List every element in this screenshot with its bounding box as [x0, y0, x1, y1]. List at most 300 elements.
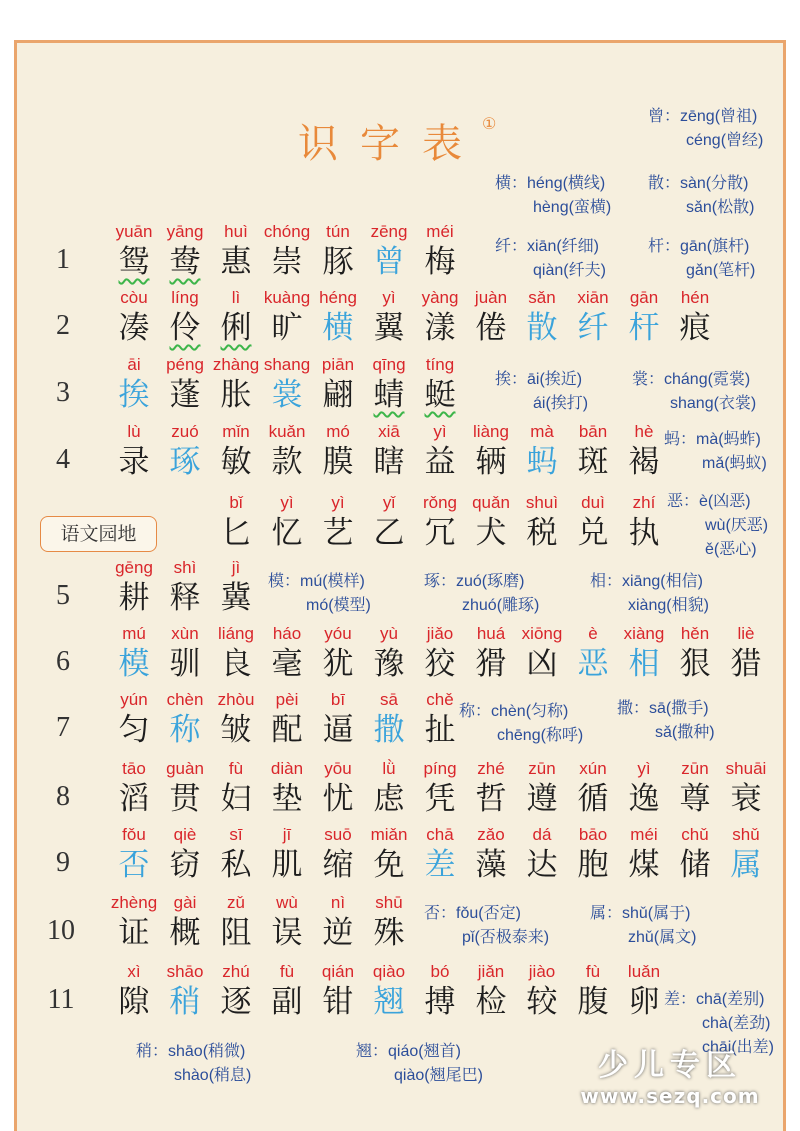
- pinyin-label: còu: [120, 288, 148, 307]
- pinyin-label: è: [588, 624, 598, 643]
- polyphone-note: [667, 490, 768, 562]
- polyphone-note: [648, 172, 754, 220]
- char-cell: [159, 222, 211, 282]
- char-cell: [414, 288, 466, 348]
- pinyin-label: liàng: [473, 422, 509, 441]
- hanzi-char: 模: [118, 646, 150, 682]
- pinyin-label: zūn: [528, 759, 556, 778]
- watermark: [570, 1040, 770, 1108]
- char-cell: [159, 624, 211, 684]
- hanzi-char: 逆: [322, 915, 354, 951]
- note-line: 差：chā(差别): [664, 991, 765, 1008]
- char-cell: [363, 825, 415, 885]
- pinyin-label: qiào: [372, 962, 406, 981]
- pinyin-label: zhàng: [212, 355, 260, 374]
- char-cell: [720, 825, 772, 885]
- pinyin-label: tíng: [425, 355, 455, 374]
- hanzi-char: 税: [526, 515, 558, 551]
- char-cell: [312, 893, 364, 953]
- pinyin-label: zǎo: [477, 825, 505, 844]
- char-cell: [312, 962, 364, 1022]
- char-cell: [465, 624, 517, 684]
- char-cell: [312, 493, 364, 553]
- pinyin-label: chā: [426, 825, 454, 844]
- watermark-brand: 少儿专区: [598, 1048, 742, 1083]
- note-line: 裳：cháng(霓裳): [632, 371, 751, 388]
- hanzi-char: 敏: [220, 444, 252, 480]
- char-cell: [720, 624, 772, 684]
- char-cell: [465, 422, 517, 482]
- note-line: 曾：zēng(曾祖): [648, 108, 758, 125]
- char-cell: [414, 422, 466, 482]
- polyphone-note: [632, 368, 756, 416]
- note-line: 恶：è(凶恶): [667, 493, 751, 510]
- hanzi-char: 豚: [322, 244, 354, 280]
- note-line: 稍：shāo(稍微): [136, 1043, 246, 1060]
- hanzi-char: 录: [118, 444, 150, 480]
- char-cell: [516, 825, 568, 885]
- hanzi-char: 免: [373, 847, 405, 883]
- hanzi-char: 执: [628, 515, 660, 551]
- note-line: hèng(蛮横): [533, 199, 612, 216]
- note-line: 否：fǒu(否定): [424, 905, 521, 922]
- pinyin-label: shǔ: [732, 825, 760, 844]
- char-cell: [108, 288, 160, 348]
- polyphone-note: [136, 1040, 251, 1088]
- char-cell: [159, 558, 211, 618]
- hanzi-char: 乙: [373, 515, 405, 551]
- hanzi-char: 腹: [577, 984, 609, 1020]
- polyphone-note: [617, 697, 715, 745]
- note-line: gǎn(笔杆): [686, 262, 756, 279]
- char-cell: [108, 825, 160, 885]
- hanzi-char: 斑: [577, 444, 609, 480]
- char-cell: [210, 962, 262, 1022]
- hanzi-char: 肌: [271, 847, 303, 883]
- pinyin-label: xiān: [577, 288, 609, 307]
- hanzi-char: 哲: [475, 781, 507, 817]
- char-cell: [210, 355, 262, 415]
- footnote-marker: ①: [482, 114, 497, 133]
- hanzi-char: 猎: [730, 646, 762, 682]
- char-cell: [210, 825, 262, 885]
- row-number: 8: [56, 781, 70, 812]
- hanzi-char: 忆: [271, 515, 303, 551]
- hanzi-char: 挨: [118, 377, 150, 413]
- pinyin-label: jiào: [528, 962, 556, 981]
- polyphone-note: [459, 700, 583, 748]
- pinyin-label: yuān: [115, 222, 153, 241]
- char-cell: [414, 493, 466, 553]
- hanzi-char: 属: [730, 847, 762, 883]
- char-cell: [363, 893, 415, 953]
- hanzi-char: 皱: [220, 712, 252, 748]
- row-number: 5: [56, 580, 70, 611]
- pinyin-label: gēng: [115, 558, 153, 577]
- hanzi-char: 匕: [220, 515, 252, 551]
- pinyin-label: chèn: [166, 690, 204, 709]
- pinyin-label: zhé: [477, 759, 505, 778]
- hanzi-char: 凶: [526, 646, 558, 682]
- hanzi-char: 琢: [169, 444, 201, 480]
- char-cell: [618, 962, 670, 1022]
- hanzi-char: 称: [169, 712, 201, 748]
- char-cell: [567, 825, 619, 885]
- hanzi-char: 相: [628, 646, 660, 682]
- hanzi-char: 冀: [220, 580, 252, 616]
- pinyin-label: jì: [231, 558, 241, 577]
- char-cell: [312, 690, 364, 750]
- note-line: zhuó(雕琢): [462, 597, 540, 614]
- pinyin-label: mó: [326, 422, 350, 441]
- pinyin-label: shang: [263, 355, 311, 374]
- pinyin-label: péng: [166, 355, 204, 374]
- hanzi-char: 曾: [373, 244, 405, 280]
- note-line: 横：héng(横线): [495, 175, 606, 192]
- char-cell: [414, 222, 466, 282]
- pinyin-label: yì: [433, 422, 447, 441]
- pinyin-label: kuǎn: [268, 422, 306, 441]
- char-cell: [363, 962, 415, 1022]
- char-cell: [261, 825, 313, 885]
- pinyin-label: sī: [229, 825, 243, 844]
- pinyin-label: píng: [423, 759, 457, 778]
- hanzi-char: 胀: [220, 377, 252, 413]
- char-cell: [261, 493, 313, 553]
- row-number: 1: [56, 244, 70, 275]
- char-cell: [669, 825, 721, 885]
- char-cell: [159, 422, 211, 482]
- hanzi-char: 瞎: [373, 444, 405, 480]
- pinyin-label: xiā: [378, 422, 400, 441]
- hanzi-char: 冗: [424, 515, 456, 551]
- hanzi-char: 益: [424, 444, 456, 480]
- hanzi-char: 款: [271, 444, 303, 480]
- pinyin-label: shāo: [166, 962, 204, 981]
- hanzi-char: 证: [118, 915, 150, 951]
- char-cell: [312, 825, 364, 885]
- char-cell: [363, 422, 415, 482]
- hanzi-char: 殊: [373, 915, 405, 951]
- hanzi-char: 遵: [526, 781, 558, 817]
- pinyin-label: shì: [173, 558, 197, 577]
- hanzi-char: 窃: [169, 847, 201, 883]
- row-number: 10: [47, 915, 75, 946]
- note-line: qiàn(纤夫): [533, 262, 606, 279]
- hanzi-char: 鸯: [169, 244, 201, 280]
- pinyin-label: hěn: [680, 624, 710, 643]
- pinyin-label: suō: [324, 825, 352, 844]
- note-line: ě(恶心): [705, 541, 757, 558]
- char-cell: [516, 493, 568, 553]
- pinyin-label: āi: [127, 355, 141, 374]
- char-cell: [210, 422, 262, 482]
- char-cell: [210, 493, 262, 553]
- hanzi-char: 逐: [220, 984, 252, 1020]
- hanzi-char: 逼: [322, 712, 354, 748]
- hanzi-char: 艺: [322, 515, 354, 551]
- char-cell: [108, 624, 160, 684]
- hanzi-char: 蓬: [169, 377, 201, 413]
- hanzi-char: 蜓: [424, 377, 456, 413]
- row-number: 7: [56, 712, 70, 743]
- pinyin-label: bān: [578, 422, 608, 441]
- pinyin-label: zhí: [632, 493, 656, 512]
- note-line: shào(稍息): [174, 1067, 252, 1084]
- pinyin-label: zēng: [370, 222, 408, 241]
- char-cell: [108, 759, 160, 819]
- polyphone-note: [495, 172, 611, 220]
- char-cell: [465, 759, 517, 819]
- hanzi-char: 漾: [424, 310, 456, 346]
- pinyin-label: yì: [280, 493, 294, 512]
- watermark-url: www.sezq.com: [580, 1084, 760, 1108]
- note-line: 杆：gān(旗杆): [648, 238, 750, 255]
- pinyin-label: yún: [120, 690, 148, 709]
- page-title: 识字表: [298, 121, 484, 167]
- pinyin-label: juàn: [474, 288, 508, 307]
- char-cell: [261, 759, 313, 819]
- char-cell: [312, 288, 364, 348]
- hanzi-char: 惠: [220, 244, 252, 280]
- char-cell: [210, 690, 262, 750]
- pinyin-label: hè: [634, 422, 654, 441]
- note-line: 散：sàn(分散): [648, 175, 749, 192]
- pinyin-label: zhòu: [217, 690, 255, 709]
- pinyin-label: liè: [737, 624, 755, 643]
- hanzi-char: 差: [424, 847, 456, 883]
- hanzi-char: 良: [220, 646, 252, 682]
- pinyin-label: sǎn: [528, 288, 556, 307]
- char-cell: [414, 624, 466, 684]
- char-cell: [363, 759, 415, 819]
- row-number: 11: [47, 984, 75, 1015]
- hanzi-char: 纤: [577, 310, 609, 346]
- hanzi-char: 钳: [322, 984, 354, 1020]
- hanzi-char: 私: [220, 847, 252, 883]
- hanzi-char: 俐: [220, 310, 252, 346]
- pinyin-label: bāo: [578, 825, 608, 844]
- hanzi-char: 尊: [679, 781, 711, 817]
- char-cell: [618, 759, 670, 819]
- char-cell: [567, 288, 619, 348]
- hanzi-char: 痕: [679, 310, 711, 346]
- pinyin-label: lì: [231, 288, 241, 307]
- pinyin-label: yōu: [324, 759, 352, 778]
- char-cell: [414, 355, 466, 415]
- polyphone-note: [356, 1040, 483, 1088]
- pinyin-label: piān: [321, 355, 355, 374]
- pinyin-label: méi: [630, 825, 658, 844]
- pinyin-label: xún: [579, 759, 607, 778]
- hanzi-char: 凑: [118, 310, 150, 346]
- pinyin-label: rǒng: [422, 493, 458, 512]
- char-cell: [363, 288, 415, 348]
- section-badge: 语文园地: [40, 516, 157, 552]
- hanzi-char: 煤: [628, 847, 660, 883]
- hanzi-char: 旷: [271, 310, 303, 346]
- char-cell: [669, 624, 721, 684]
- pinyin-label: háo: [272, 624, 302, 643]
- pinyin-label: chóng: [263, 222, 311, 241]
- hanzi-char: 配: [271, 712, 303, 748]
- pinyin-label: gài: [173, 893, 197, 912]
- pinyin-label: luǎn: [627, 962, 661, 981]
- hanzi-char: 豫: [373, 646, 405, 682]
- hanzi-char: 膜: [322, 444, 354, 480]
- char-cell: [618, 288, 670, 348]
- char-cell: [516, 422, 568, 482]
- pinyin-label: tún: [326, 222, 350, 241]
- char-cell: [414, 825, 466, 885]
- note-line: zhǔ(属文): [628, 929, 697, 946]
- note-line: 属：shǔ(属于): [590, 905, 691, 922]
- hanzi-char: 垫: [271, 781, 303, 817]
- pinyin-label: bī: [330, 690, 346, 709]
- hanzi-char: 较: [526, 984, 558, 1020]
- hanzi-char: 裳: [271, 377, 303, 413]
- hanzi-char: 匀: [118, 712, 150, 748]
- pinyin-label: qiè: [173, 825, 197, 844]
- pinyin-label: jiǎo: [426, 624, 454, 643]
- char-cell: [108, 422, 160, 482]
- pinyin-label: shuì: [525, 493, 559, 512]
- pinyin-label: zuó: [171, 422, 199, 441]
- pinyin-label: duì: [581, 493, 605, 512]
- hanzi-char: 误: [271, 915, 303, 951]
- char-cell: [108, 222, 160, 282]
- note-line: chāi(出差): [702, 1039, 775, 1056]
- polyphone-note: [268, 570, 371, 618]
- hanzi-char: 蚂: [526, 444, 558, 480]
- char-cell: [159, 825, 211, 885]
- hanzi-char: 倦: [475, 310, 507, 346]
- note-line: shang(衣裳): [670, 395, 757, 412]
- polyphone-note: [495, 368, 588, 416]
- note-line: céng(曾经): [686, 132, 764, 149]
- char-cell: [108, 355, 160, 415]
- hanzi-char: 概: [169, 915, 201, 951]
- note-line: sǎn(松散): [686, 199, 755, 216]
- pinyin-label: miǎn: [370, 825, 408, 844]
- char-cell: [312, 355, 364, 415]
- hanzi-char: 搏: [424, 984, 456, 1020]
- char-cell: [669, 759, 721, 819]
- hanzi-char: 隙: [118, 984, 150, 1020]
- hanzi-char: 兑: [577, 515, 609, 551]
- polyphone-note: [424, 902, 549, 950]
- pinyin-label: xiōng: [521, 624, 563, 643]
- pinyin-label: bó: [430, 962, 450, 981]
- pinyin-label: chě: [426, 690, 454, 709]
- pinyin-label: fù: [279, 962, 295, 981]
- polyphone-note: [590, 570, 709, 618]
- hanzi-char: 犬: [475, 515, 507, 551]
- hanzi-char: 卵: [628, 984, 660, 1020]
- pinyin-label: xùn: [171, 624, 199, 643]
- char-cell: [210, 288, 262, 348]
- pinyin-label: quǎn: [472, 493, 510, 512]
- note-line: pǐ(否极泰来): [462, 929, 550, 946]
- hanzi-char: 检: [475, 984, 507, 1020]
- char-cell: [261, 893, 313, 953]
- polyphone-note: [590, 902, 696, 950]
- pinyin-label: shuāi: [725, 759, 767, 778]
- note-line: 挨：āi(挨近): [495, 371, 583, 388]
- pinyin-label: fǒu: [122, 825, 146, 844]
- char-cell: [618, 624, 670, 684]
- char-cell: [210, 759, 262, 819]
- polyphone-note: [664, 428, 767, 476]
- pinyin-label: huá: [476, 624, 506, 643]
- row-number: 2: [56, 310, 70, 341]
- pinyin-label: lǜ: [382, 759, 396, 778]
- char-cell: [516, 962, 568, 1022]
- hanzi-char: 翼: [373, 310, 405, 346]
- char-cell: [159, 893, 211, 953]
- note-line: 琢：zuó(琢磨): [424, 573, 525, 590]
- char-cell: [312, 759, 364, 819]
- pinyin-label: qián: [321, 962, 355, 981]
- row-number: 6: [56, 646, 70, 677]
- hanzi-char: 释: [169, 580, 201, 616]
- char-cell: [567, 624, 619, 684]
- char-cell: [414, 759, 466, 819]
- pinyin-label: mǐn: [222, 422, 250, 441]
- char-cell: [108, 962, 160, 1022]
- hanzi-char: 滔: [118, 781, 150, 817]
- note-line: chà(差劲): [702, 1015, 771, 1032]
- hanzi-char: 忧: [322, 781, 354, 817]
- hanzi-char: 稍: [169, 984, 201, 1020]
- hanzi-char: 撒: [373, 712, 405, 748]
- note-line: xiàng(相貌): [628, 597, 709, 614]
- hanzi-char: 阻: [220, 915, 252, 951]
- pinyin-label: shū: [375, 893, 403, 912]
- pinyin-label: yì: [637, 759, 651, 778]
- pinyin-label: fù: [585, 962, 601, 981]
- char-cell: [567, 493, 619, 553]
- hanzi-char: 胞: [577, 847, 609, 883]
- hanzi-char: 狡: [424, 646, 456, 682]
- char-cell: [159, 690, 211, 750]
- pinyin-label: yàng: [421, 288, 459, 307]
- char-cell: [618, 422, 670, 482]
- pinyin-label: zhú: [222, 962, 250, 981]
- char-cell: [567, 422, 619, 482]
- char-cell: [159, 962, 211, 1022]
- row-number: 3: [56, 377, 70, 408]
- pinyin-label: zǔ: [227, 893, 245, 912]
- note-line: sǎ(撒种): [655, 724, 715, 741]
- note-line: ái(挨打): [533, 395, 589, 412]
- pinyin-label: liáng: [218, 624, 254, 643]
- hanzi-char: 翩: [322, 377, 354, 413]
- char-cell: [567, 962, 619, 1022]
- pinyin-label: yǐ: [382, 493, 396, 512]
- char-cell: [261, 962, 313, 1022]
- hanzi-char: 储: [679, 847, 711, 883]
- hanzi-char: 蜻: [373, 377, 405, 413]
- hanzi-char: 驯: [169, 646, 201, 682]
- pinyin-label: wù: [276, 893, 298, 912]
- hanzi-char: 毫: [271, 646, 303, 682]
- pinyin-label: lù: [127, 422, 141, 441]
- pinyin-label: méi: [426, 222, 454, 241]
- char-cell: [465, 825, 517, 885]
- char-cell: [159, 355, 211, 415]
- char-cell: [312, 222, 364, 282]
